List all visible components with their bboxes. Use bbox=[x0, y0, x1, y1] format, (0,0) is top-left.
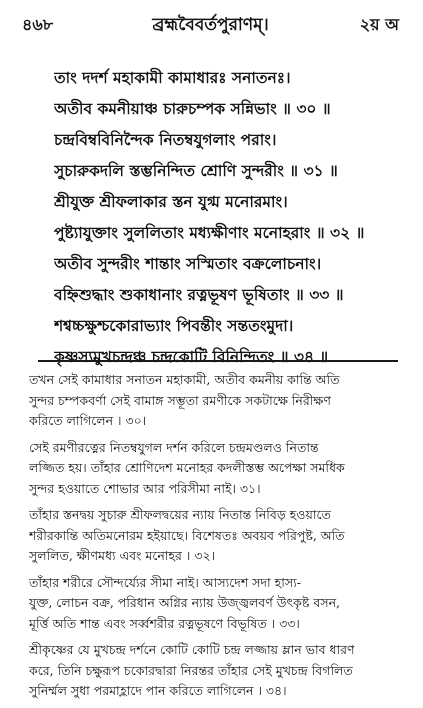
chapter-label: ২য় অ bbox=[359, 15, 399, 34]
commentary-paragraph bbox=[29, 640, 401, 702]
commentary-line: শ্রীকৃষ্ণের যে মুখচন্দ্র দর্শনে কোটি কোটি চন্দ্র লজ্জায় ম্লান ভাব ধারণ bbox=[29, 642, 355, 657]
commentary-line: সুললিত, ক্ষীণমধ্য এবং মনোহর । ৩২। bbox=[29, 548, 216, 563]
verse-line: অতীব কমনীয়াঞ্চ চারুচম্পক সন্নিভাং ॥ ৩০ ॥ bbox=[54, 99, 331, 118]
page-number: ৪৬৮ bbox=[22, 15, 54, 34]
commentary-line: করিতে লাগিলেন । ৩০। bbox=[29, 413, 147, 428]
verse-line: সুচারুকদলি স্তম্ভনিন্দিত শ্রোণি সুন্দরীং ॥ ৩১ ॥ bbox=[54, 161, 338, 180]
commentary-paragraph bbox=[29, 370, 401, 432]
running-title: ব্রহ্মবৈবর্তপুরাণম্। bbox=[152, 15, 269, 35]
verse-line: শশ্বচ্চক্ষুশ্চকোরাভ্যাং পিবন্তীং সন্ততংমুদা। bbox=[54, 316, 294, 335]
verse-line: পুষ্ট্যাযুক্তাং সুললিতাং মধ্যক্ষীণাং মনোহরাং ॥ ৩২ ॥ bbox=[54, 223, 365, 242]
verse-line: তাং দদর্শ মহাকামী কামাধারঃ সনাতনঃ। bbox=[54, 68, 291, 87]
commentary-line: সুনির্ম্মল সুধা পরমাহ্লাদে পান করিতে লাগিলেন । ৩৪। bbox=[29, 683, 287, 698]
commentary-line: তখন সেই কামাধার সনাতন মহাকামী, অতীব কমনীয় কান্তি অতি bbox=[29, 372, 340, 387]
sanskrit-verses bbox=[54, 62, 404, 372]
page-header bbox=[22, 12, 399, 38]
commentary-line: তাঁহার শরীরে সৌন্দর্য্যের সীমা নাই। আস্যদেশ সদা হাস্য- bbox=[29, 574, 301, 590]
commentary-paragraph bbox=[29, 573, 401, 635]
commentary-line: লজ্জিত হয়। তাঁহার শ্রোণিদেশ মনোহর কদলীস্তম্ভ অপেক্ষা সমধিক bbox=[29, 460, 345, 475]
commentary-paragraph bbox=[29, 438, 401, 500]
commentary-line: মূর্ত্তি অতি শান্ত এবং সর্ব্বশরীর রত্নভূষণে বিভূষিত । ৩৩। bbox=[29, 615, 300, 631]
commentary-line: সেই রমণীরত্নের নিতম্বযুগল দর্শন করিলে চন্দ্রমণ্ডলও নিতান্ত bbox=[29, 439, 319, 455]
verse-line: কৃষ্ণস্যমুখচন্দ্রঞ্চ চন্দ্রকোটি বিনিন্দিতং ॥ ৩৪ ॥ bbox=[54, 347, 329, 366]
verse-line: শ্রীযুক্ত শ্রীফলাকার স্তন যুগ্ম মনোরমাং। bbox=[54, 192, 288, 211]
commentary-line: যুক্ত, লোচন বক্র, পরিধান অগ্নির ন্যায় উজ্জ্বলবর্ণ উৎকৃষ্ট বসন, bbox=[29, 595, 341, 610]
section-divider bbox=[38, 360, 398, 362]
commentary-line: সুন্দর হওয়াতে শোভার আর পরিসীমা নাই। ৩১। bbox=[29, 480, 261, 496]
verse-line: বহ্নিশুদ্ধাং শুকাধানাং রত্নভূষণ ভূষিতাং ॥ ৩৩ ॥ bbox=[54, 285, 344, 304]
commentary-line: করে, তিনি চক্ষুরূপ চকোরদ্বারা নিরন্তর তাঁহার সেই মুখচন্দ্র বিগলিত bbox=[29, 662, 353, 678]
bengali-commentary bbox=[29, 370, 401, 708]
verse-line: চন্দ্রবিম্ববিনিন্দৈক নিতম্বযুগলাং পরাং। bbox=[54, 130, 277, 149]
verse-line: অতীব সুন্দরীং শান্তাং সস্মিতাং বক্রলোচনাং। bbox=[54, 254, 322, 273]
commentary-line: সুন্দর চম্পকবর্ণা সেই বামাঙ্গ সম্ভূতা রমণীকে সকটাক্ষে নিরীক্ষণ bbox=[29, 392, 331, 408]
commentary-paragraph bbox=[29, 505, 401, 567]
commentary-line: শরীরকান্তি অতিমনোরম হইয়াছে। বিশেষতঃ অবয়ব পরিপুষ্ট, অতি bbox=[29, 527, 345, 543]
commentary-line: তাঁহার স্তনদ্বয় সুচারু শ্রীফলদ্বয়ের ন্যায় নিতান্ত নিবিড় হওয়াতে bbox=[29, 507, 331, 522]
